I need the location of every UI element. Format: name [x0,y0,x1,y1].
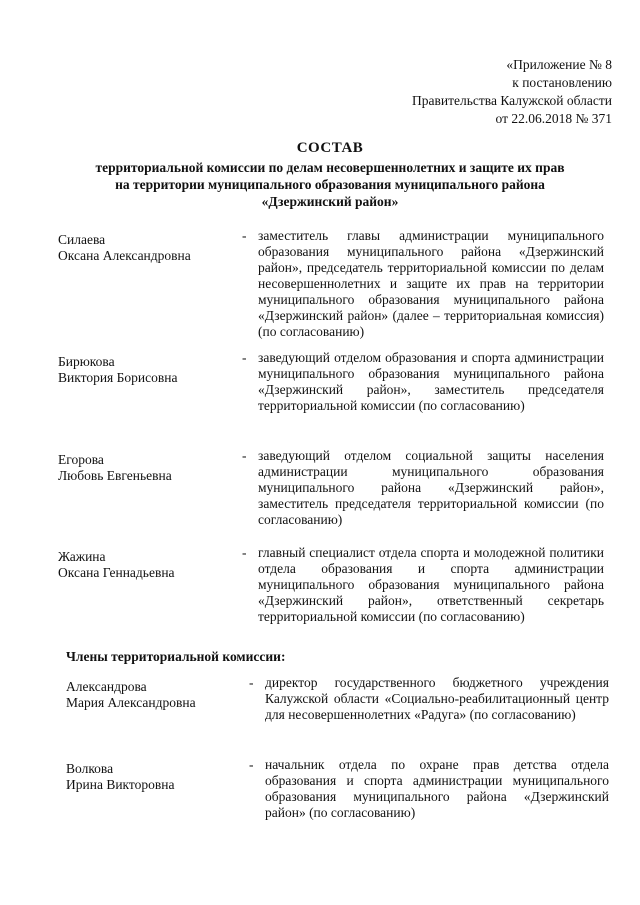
person-name [66,679,246,711]
person-surname: Силаева [58,232,106,247]
person-role: директор государственного бюджетного учреждения Калужской области «Социально-реабилитационный центр для несовершеннолетних «Радуга» (по согласованию) [265,675,609,722]
entry-dash: - [242,228,247,243]
entry-dash: - [242,350,247,365]
entry-dash: - [249,757,254,772]
person-surname: Егорова [58,452,104,467]
person-role: главный специалист отдела спорта и молодежной политики отдела образования и спорта администрации муниципального образования муниципального района «Дзержинский район», ответственный секретарь территориальной комиссии (по согласованию) [258,545,604,624]
person-role: заведующий отделом социальной защиты населения администрации муниципального образования муниципального района «Дзержинский район», заместитель председателя территориальной комиссии (по согласованию) [258,448,604,527]
person-name [58,549,238,581]
members-heading: Члены территориальной комиссии: [66,649,286,664]
person-name [58,354,238,386]
person-role: заведующий отделом образования и спорта администрации муниципального образования муниципального района «Дзержинский район», заместитель председателя территориальной комиссии (по согласованию) [258,350,604,413]
person-surname: Бирюкова [58,354,115,369]
person-given-names: Оксана Александровна [58,248,191,263]
title-main: СОСТАВ [296,140,364,156]
annex-government: Правительства Калужской области [411,93,612,108]
entry-dash: - [249,675,254,690]
title-line-2: на территории муниципального образования муниципального района [115,177,545,192]
document-title [90,140,570,210]
annex-date-number: от 22.06.2018 № 371 [495,111,612,126]
entry-dash: - [242,545,247,560]
title-line-3: «Дзержинский район» [261,194,399,209]
person-given-names: Виктория Борисовна [58,370,178,385]
annex-number: «Приложение № 8 [506,57,612,72]
person-name [58,452,238,484]
person-surname: Волкова [66,761,114,776]
annex-reference [412,56,612,128]
person-surname: Александрова [66,679,147,694]
person-given-names: Мария Александровна [66,695,196,710]
person-given-names: Любовь Евгеньевна [58,468,172,483]
title-line-1: территориальной комиссии по делам несовершеннолетних и защите их прав [95,160,565,175]
annex-to-resolution: к постановлению [512,75,612,90]
person-role: заместитель главы администрации муниципального образования муниципального района «Дзержинский район», председатель территориальной комиссии по делам несовершеннолетних и защите их прав на территории муниципального образования муниципального района «Дзержинский район» (далее – территориальная комиссия) (по согласованию) [258,228,604,339]
person-surname: Жажина [58,549,106,564]
entry-dash: - [242,448,247,463]
person-given-names: Ирина Викторовна [66,777,175,792]
person-name [66,761,246,793]
person-role: начальник отдела по охране прав детства отдела образования и спорта администрации муниципального образования муниципального района «Дзержинский район» (по согласованию) [265,757,609,820]
person-name [58,232,238,264]
person-given-names: Оксана Геннадьевна [58,565,175,580]
